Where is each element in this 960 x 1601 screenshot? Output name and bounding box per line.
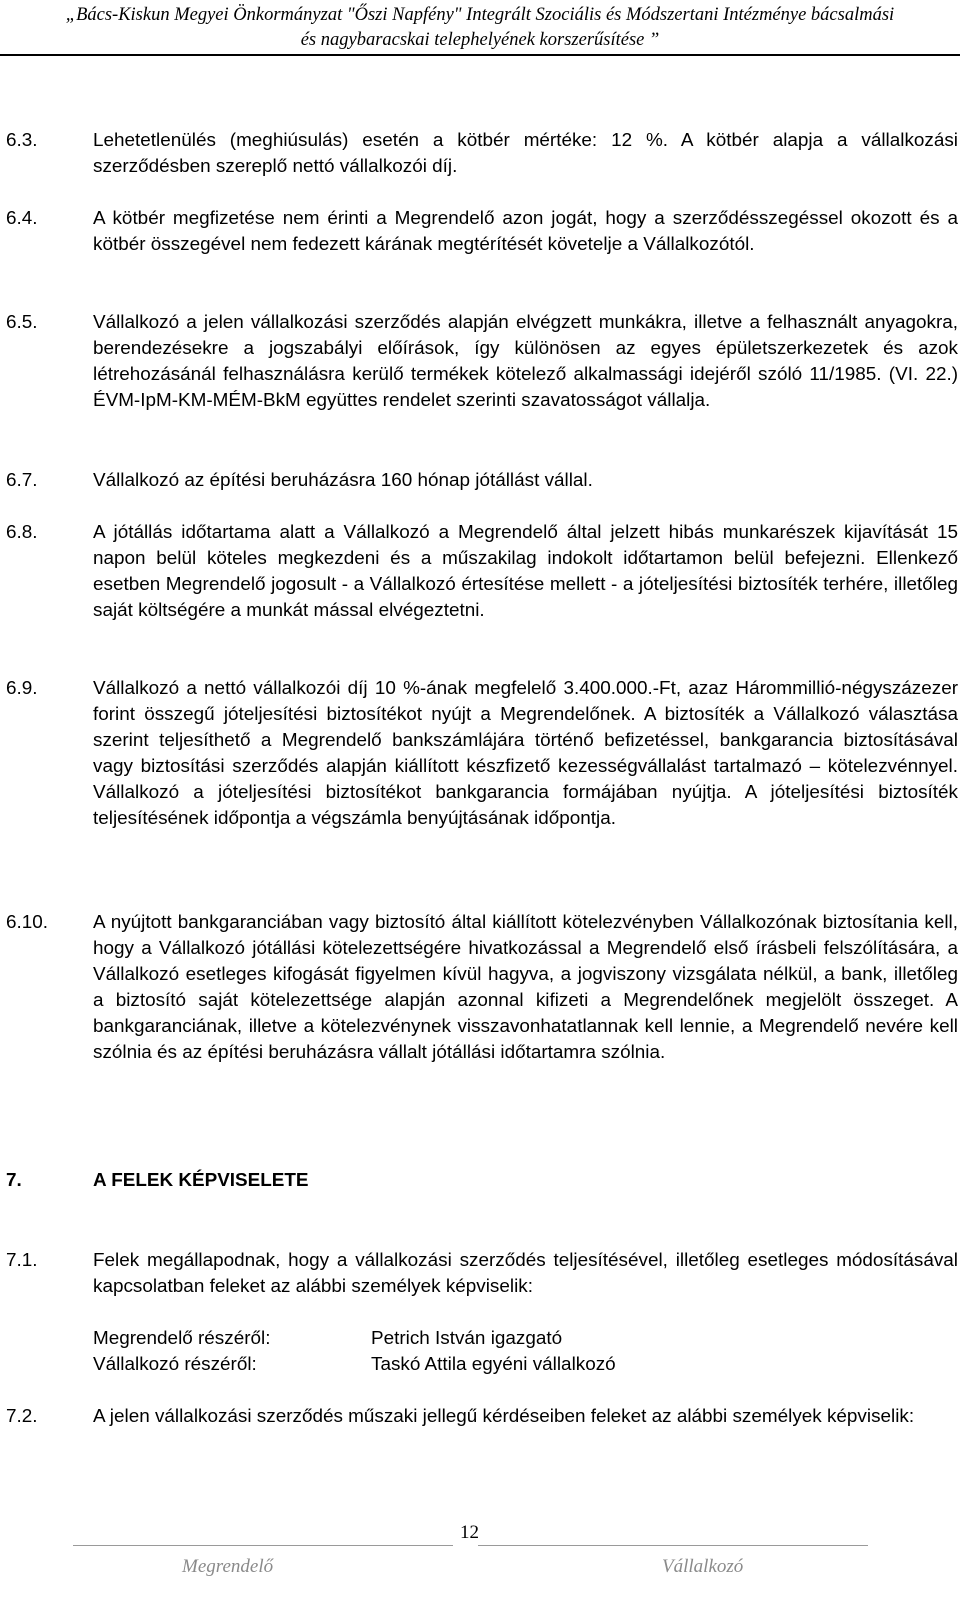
header-line-1: „Bács-Kiskun Megyei Önkormányzat "Őszi Napfény" Integrált Szociális és Módszertani Intézménye bácsalmási <box>65 5 895 25</box>
section-number: 6.9. <box>6 678 38 699</box>
representative-name: Taskó Attila egyéni vállalkozó <box>371 1354 616 1375</box>
signature-line-right <box>478 1545 868 1546</box>
signature-line-left <box>73 1545 453 1546</box>
header-line-2: és nagybaracskai telephelyének korszerűsítése ” <box>300 30 660 50</box>
section-text: Felek megállapodnak, hogy a vállalkozási szerződés teljesítésével, illetőleg esetleges módosításával kapcsolatban feleket az alábbi személyek képviselik: <box>93 1250 958 1297</box>
section-number: 6.4. <box>6 208 38 229</box>
chapter-title: A FELEK KÉPVISELETE <box>93 1170 309 1191</box>
section-text: Vállalkozó a nettó vállalkozói díj 10 %-ának megfelelő 3.400.000.-Ft, azaz Hárommillió-négyszázezer forint összegű jóteljesítési biztosítékot nyújt a Megrendelőnek. A biztosíték a Vállalkozó választása szerint teljesíthető a Megrendelő bankszámlájára történő befizetéssel, bankgarancia biztosításával vagy biztosítási szerződés alapján kiállított készfizető kezességvállalást tartalmazó – kötelezvénnyel. Vállalkozó a jóteljesítési biztosítékot bankgarancia formájában nyújtja. A jóteljesítési biztosíték teljesítésének időpontja a végszámla benyújtásának időpontja. <box>93 678 958 829</box>
section-number: 6.3. <box>6 130 38 151</box>
section-text: Lehetetlenülés (meghiúsulás) esetén a kötbér mértéke: 12 %. A kötbér alapja a vállalkozási szerződésben szereplő nettó vállalkozói díj. <box>93 130 958 177</box>
section-text: Vállalkozó a jelen vállalkozási szerződés alapján elvégzett munkákra, illetve a felhasznált anyagokra, berendezésekre a jogszabályi előírások, így különösen az egyes épületszerkezetek és azok létrehozásánál felhasználásra kerülő termékek kötelező alkalmassági idejéről szóló 11/1985. (VI. 22.) ÉVM-IpM-KM-MÉM-BkM együttes rendelet szerinti szavatosságot vállalja. <box>93 312 958 411</box>
signature-label-right: Vállalkozó <box>662 1556 744 1577</box>
chapter-number: 7. <box>6 1170 22 1191</box>
representative-name: Petrich István igazgató <box>371 1328 563 1349</box>
section-text: A kötbér megfizetése nem érinti a Megrendelő azon jogát, hogy a szerződésszegéssel okozott és a kötbér összegével nem fedezett kárának megtérítését követelje a Vállalkozótól. <box>93 208 958 255</box>
section-number: 7.2. <box>6 1406 38 1427</box>
page-footer <box>0 1508 960 1601</box>
section-text: A jótállás időtartama alatt a Vállalkozó a Megrendelő által jelzett hibás munkarészek kijavítását 15 napon belül köteles megkezdeni és a műszakilag indokolt időtartamon belül befejezni. Ellenkező esetben Megrendelő jogosult - a Vállalkozó értesítése mellett - a jóteljesítési biztosíték terhére, illetőleg saját költségére a munkát mással elvégeztetni. <box>93 522 958 621</box>
signature-label-left: Megrendelő <box>182 1556 274 1577</box>
section-text: A jelen vállalkozási szerződés műszaki jellegű kérdéseiben feleket az alábbi személyek képviselik: <box>93 1406 915 1427</box>
section-number: 6.5. <box>6 312 38 333</box>
representative-label: Vállalkozó részéről: <box>93 1354 257 1375</box>
section-number: 7.1. <box>6 1250 38 1271</box>
section-text: Vállalkozó az építési beruházásra 160 hónap jótállást vállal. <box>93 470 593 491</box>
section-number: 6.8. <box>6 522 38 543</box>
section-number: 6.7. <box>6 470 38 491</box>
page-number: 12 <box>460 1522 479 1543</box>
section-number: 6.10. <box>6 912 49 933</box>
section-text: A nyújtott bankgaranciában vagy biztosító által kiállított kötelezvényben Vállalkozónak biztosítania kell, hogy a Vállalkozó jótállási kötelezettségére hivatkozással a Megrendelő első írásbeli felszólítására, a Vállalkozó esetleges kifogását figyelmen kívül hagyva, a jogviszony vizsgálata nélkül, a bank, illetőleg a biztosító saját kötelezettsége alapján azonnal kifizeti a Megrendelőnek megjelölt összeget. A bankgaranciának, illetve a kötelezvénynek visszavonhatatlannak kell lennie, a Megrendelő nevére kell szólnia és az építési beruházásra vállalt jótállási időtartamra szólnia. <box>93 912 958 1063</box>
representative-label: Megrendelő részéről: <box>93 1328 271 1349</box>
